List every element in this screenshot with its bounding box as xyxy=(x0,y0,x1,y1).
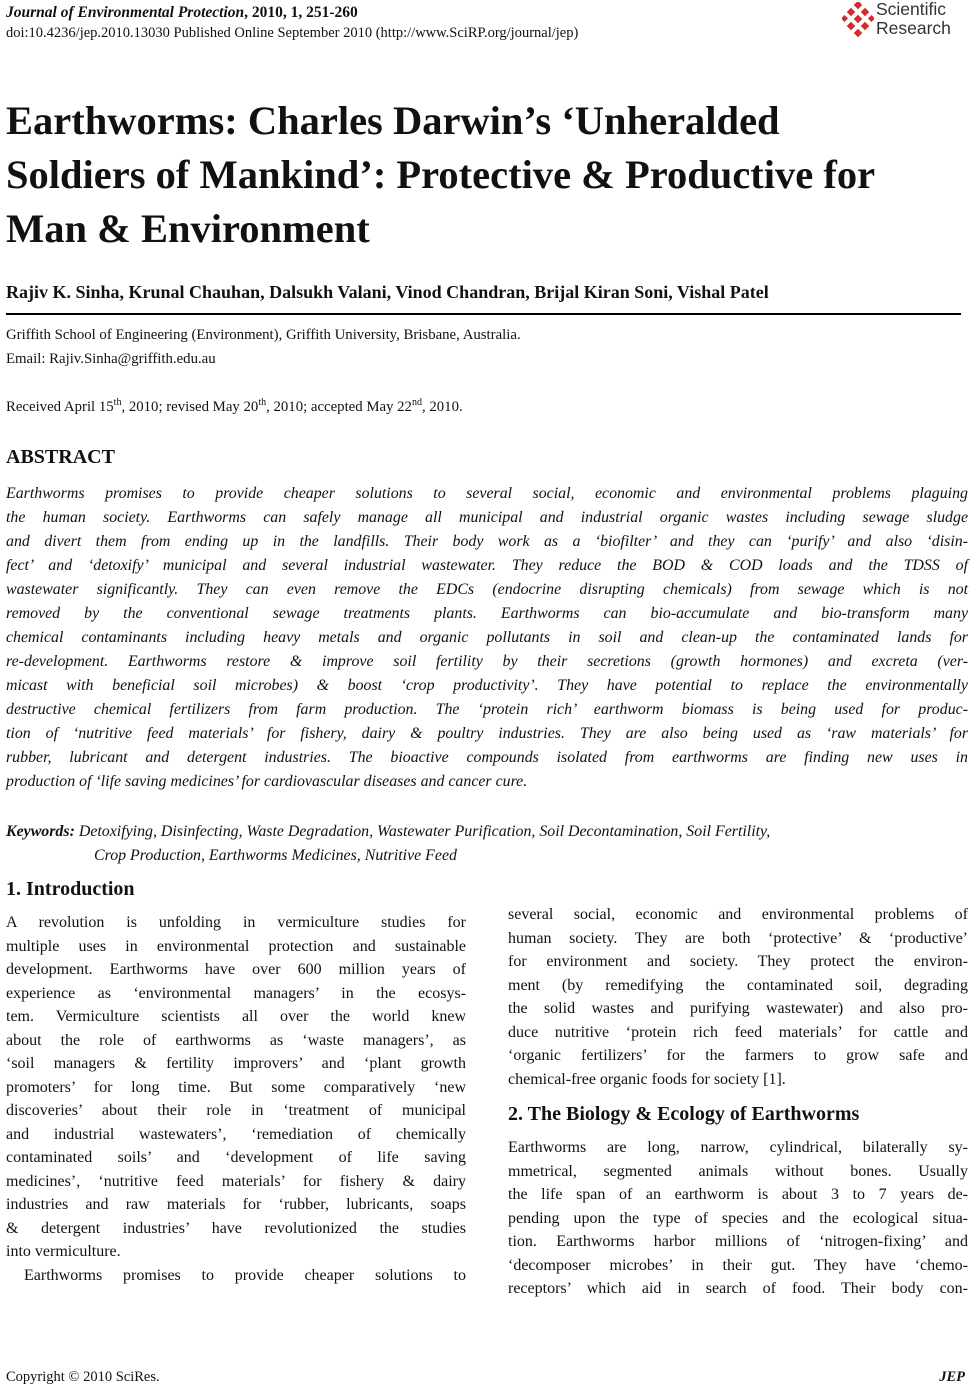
abstract-line: re-development. Earthworms restore & improve soil fertility by their secretions (growth hormones) and excreta (ver- xyxy=(6,653,968,670)
received-sup: th xyxy=(113,397,122,409)
body-line: duce nutritive ‘protein rich feed materials’ for cattle and xyxy=(508,1023,968,1041)
body-line: and industrial wastewaters’, ‘remediation of chemically xyxy=(6,1125,466,1143)
abstract-line: fect’ and ‘detoxify’ municipal and several industrial wastewater. They reduce the BOD & COD loads and the TDSS of xyxy=(6,557,968,574)
abstract-line: chemical contaminants including heavy metals and organic pollutants in soil and clean-up the contaminated lands for xyxy=(6,629,968,646)
keywords-label: Keywords: xyxy=(6,823,75,840)
accepted-sup: nd xyxy=(411,397,422,409)
body-line: the life span of an earthworm is about 3 to 7 years de- xyxy=(508,1186,968,1203)
section-heading-biology: 2. The Biology & Ecology of Earthworms xyxy=(508,1103,860,1125)
body-line: the solid wastes and purifying wastewater) and also pro- xyxy=(508,1000,968,1017)
abstract-line: Earthworms promises to provide cheaper solutions to several social, economic and environmental problems plaguing xyxy=(6,485,968,502)
revised-date: , 2010; revised May 20 xyxy=(121,399,259,415)
received-date: Received April 15 xyxy=(6,399,114,415)
publisher-logo xyxy=(842,0,967,42)
body-line: development. Earthworms have over 600 million years of xyxy=(6,961,466,978)
title-line: Man & Environment xyxy=(6,206,370,251)
abstract-line: destructive chemical fertilizers from farm production. The ‘protein rich’ earthworm biomass is being used for produc- xyxy=(6,701,968,718)
body-line: about the role of earthworms as ‘waste managers’, as xyxy=(6,1031,466,1049)
body-line: industries and raw materials for ‘rubber, lubricants, soaps xyxy=(6,1196,466,1213)
body-line: ‘soil managers & fertility improvers’ and ‘plant growth xyxy=(6,1055,466,1072)
author-list: Rajiv K. Sinha, Krunal Chauhan, Dalsukh Valani, Vinod Chandran, Brijal Kiran Soni, Vishal Patel xyxy=(6,282,769,302)
body-line: Earthworms promises to provide cheaper solutions to xyxy=(24,1266,466,1284)
body-line: for environment and society. They protect the environ- xyxy=(508,953,968,970)
keywords-line1: Detoxifying, Disinfecting, Waste Degradation, Wastewater Purification, Soil Decontamination, Soil Fertility, xyxy=(78,823,771,840)
body-line: medicines’, ‘nutritive feed materials’ for fishery & dairy xyxy=(6,1172,466,1190)
revised-sup: th xyxy=(258,397,267,409)
publisher-name-line1: Scientific xyxy=(876,0,947,19)
body-line: tem. Vermiculture scientists all over the world knew xyxy=(6,1008,466,1025)
publisher-name-line2: Research xyxy=(876,18,951,38)
email-line[interactable]: Email: Rajiv.Sinha@griffith.edu.au xyxy=(6,351,216,367)
section-heading-introduction: 1. Introduction xyxy=(6,878,135,900)
abstract-heading: ABSTRACT xyxy=(6,446,115,468)
abstract-line: removed by the conventional sewage treatments plants. Earthworms can bio-accumulate and bio-transform many xyxy=(6,605,968,622)
publication-dates xyxy=(6,397,463,417)
body-line: several social, economic and environmental problems of xyxy=(508,906,968,923)
body-line: ment (by remedifying the contaminated soil, degrading xyxy=(508,976,968,994)
body-line: contaminated soils’ and ‘development of life saving xyxy=(6,1149,466,1166)
journal-name: Journal of Environmental Protection xyxy=(6,4,245,21)
doi-line[interactable]: doi:10.4236/jep.2010.13030 Published Online September 2010 (http://www.SciRP.org/journal/jep) xyxy=(6,25,579,41)
keywords-line2: Crop Production, Earthworms Medicines, Nutritive Feed xyxy=(94,847,457,864)
body-line: receptors’ which aid in search of food. Their body con- xyxy=(508,1280,968,1297)
title-line: Soldiers of Mankind’: Protective & Productive for xyxy=(6,152,876,197)
dates-suffix: , 2010. xyxy=(421,399,463,415)
body-line: tion. Earthworms harbor millions of ‘nitrogen-fixing’ and xyxy=(508,1233,968,1250)
abstract-line: the human society. Earthworms can safely manage all municipal and industrial organic wastes including sewage sludge xyxy=(6,509,968,526)
body-line: mmetrical, segmented animals without bones. Usually xyxy=(508,1162,968,1180)
body-line: into vermiculture. xyxy=(6,1243,121,1260)
abstract-body xyxy=(6,482,968,794)
body-line: promoters’ for long time. But some comparatively ‘new xyxy=(6,1078,466,1096)
body-line: multiple uses in environmental protection and sustainable xyxy=(6,937,466,955)
body-line: ‘organic fertilizers’ for the farmers to grow safe and xyxy=(508,1047,968,1064)
body-line: human society. They are both ‘protective’ & ‘productive’ xyxy=(508,929,968,947)
left-column xyxy=(6,876,466,1287)
publisher-name xyxy=(876,0,951,38)
paper-title xyxy=(6,94,966,256)
publisher-logo-icon xyxy=(842,2,874,38)
abstract-line: tion of ‘nutritive feed materials’ for fishery, dairy & poultry industries. They are also being used as ‘raw materials’ for xyxy=(6,725,968,742)
body-line: pending upon the type of species and the ecological situa- xyxy=(508,1209,968,1227)
abstract-line: wastewater significantly. They can even remove the EDCs (endocrine disrupting chemicals) from sewage which is not xyxy=(6,581,968,598)
right-column xyxy=(508,903,968,1301)
abstract-line: production of ‘life saving medicines’ for cardiovascular diseases and cancer cure. xyxy=(6,773,528,790)
abstract-line: and divert them from ending up in the landfills. Their body work as a ‘biofilter’ and they can ‘purify’ and also ‘disin- xyxy=(6,533,968,550)
body-line: experience as ‘environmental managers’ in the ecosys- xyxy=(6,984,466,1002)
accepted-date: , 2010; accepted May 22 xyxy=(266,399,412,415)
body-line: A revolution is unfolding in vermiculture studies for xyxy=(6,914,466,931)
copyright-notice: Copyright © 2010 SciRes. xyxy=(6,1369,160,1385)
title-line: Earthworms: Charles Darwin’s ‘Unheralded xyxy=(6,98,780,143)
abstract-line: micast with beneficial soil microbes) & boost ‘crop productivity’. They have potential to replace the environmentally xyxy=(6,677,968,694)
title-divider xyxy=(6,313,961,315)
journal-abbreviation: JEP xyxy=(939,1369,965,1385)
journal-citation xyxy=(6,3,358,23)
body-line: discoveries’ about their role in ‘treatment of municipal xyxy=(6,1102,466,1119)
keywords-block xyxy=(6,820,968,868)
abstract-line: rubber, lubricant and detergent industries. The bioactive compounds isolated from earthworms are finding new uses in xyxy=(6,749,968,766)
body-line: & detergent industries’ have revolutionized the studies xyxy=(6,1219,466,1237)
body-line: ‘decomposer microbes’ in their gut. They have ‘chemo- xyxy=(508,1256,968,1274)
body-line: chemical-free organic foods for society [1]. xyxy=(508,1070,786,1088)
journal-issue: , 2010, 1, 251-260 xyxy=(244,4,358,21)
body-line: Earthworms are long, narrow, cylindrical, bilaterally sy- xyxy=(508,1139,968,1156)
affiliation: Griffith School of Engineering (Environment), Griffith University, Brisbane, Australia. xyxy=(6,327,521,343)
